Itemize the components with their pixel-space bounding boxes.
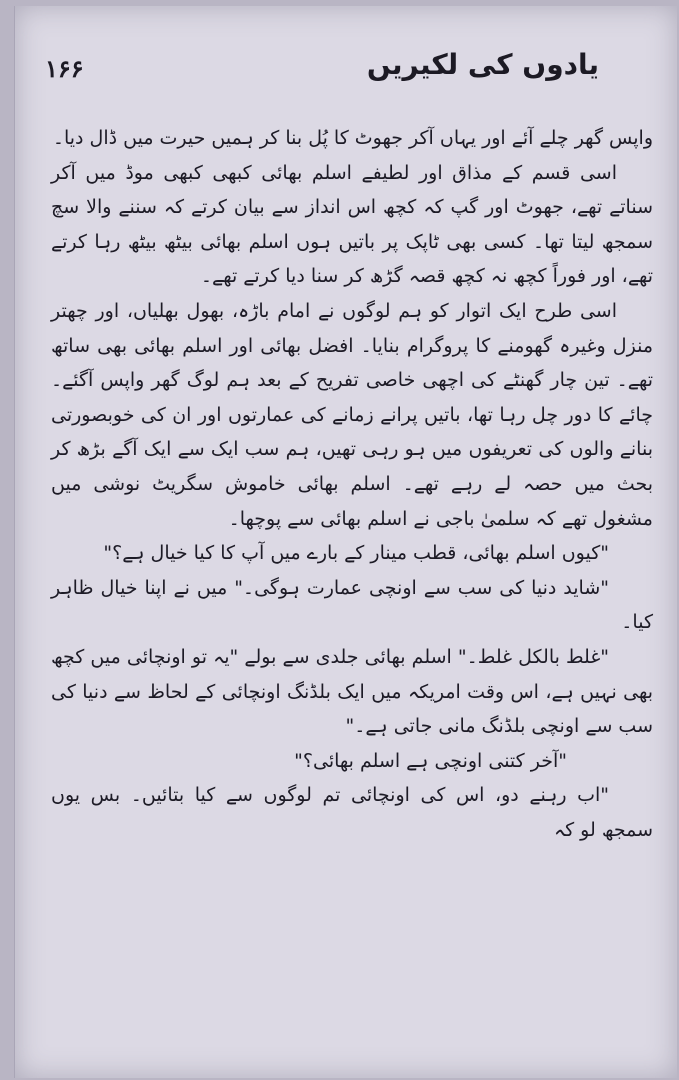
dialogue-line: "آخر کتنی اونچی ہے اسلم بھائی؟" [294,749,567,772]
dialogue-line: "غلط بالکل غلط۔" اسلم بھائی جلدی سے بولے "یہ تو اونچائی میں کچھ بھی نہیں ہے، اس وقت امریکہ میں ایک بلڈنگ اونچائی کے لحاظ سے دنیا کی سب سے اونچی بلڈنگ مانی جاتی ہے۔" [51,645,653,738]
dialogue-line: "شاید دنیا کی سب سے اونچی عمارت ہوگی۔" میں نے اپنا خیال ظاہر کیا۔ [51,576,653,634]
running-title: یادوں کی لکیریں [366,48,599,81]
book-page [14,6,677,1078]
body-text [51,121,653,847]
paragraph: اسی قسم کے مذاق اور لطیفے اسلم بھائی کبھی کبھی موڈ میں آکر سناتے تھے، جھوٹ اور گپ کہ کچھ اس انداز سے بیان کرتے کہ سننے والا سچ سمجھ لیتا تھا۔ کسی بھی ٹاپک پر باتیں ہوں اسلم بھائی بیٹھ بیٹھ رہا کرتے تھے، اور فوراً کچھ نہ کچھ قصہ گڑھ کر سنا دیا کرتے تھے۔ [51,161,653,288]
dialogue-line: "اب رہنے دو، اس کی اونچائی تم لوگوں سے کیا بتائیں۔ بس یوں سمجھ لو کہ [51,784,653,841]
paragraph: اسی طرح ایک اتوار کو ہم لوگوں نے امام باڑہ، بھول بھلیاں، اور چھتر منزل وغیرہ گھومنے کا پروگرام بنایا۔ افضل بھائی اور اسلم بھائی بھی ساتھ تھے۔ تین چار گھنٹے کی اچھی خاصی تفریح کے بعد ہم لوگ گھر واپس آگئے۔ چائے کا دور چل رہا تھا، باتیں پرانے زمانے کی عمارتوں اور ان کی خوبصورتی بنانے والوں کی تعریفوں میں ہو رہی تھیں، ہم سب ایک سے ایک آگے بڑھ کر بحث میں حصہ لے رہے تھے۔ اسلم بھائی خاموش سگریٹ نوشی میں مشغول تھے کہ سلمیٰ باجی نے اسلم بھائی سے پوچھا۔ [51,299,653,530]
page-number: ۱۶۶ [45,54,84,83]
paragraph: واپس گھر چلے آئے اور یہاں آکر جھوٹ کا پُل بنا کر ہمیں حیرت میں ڈال دیا۔ [52,127,653,149]
dialogue-line: "کیوں اسلم بھائی، قطب مینار کے بارے میں آپ کا کیا خیال ہے؟" [103,542,609,565]
page-header [15,44,677,94]
